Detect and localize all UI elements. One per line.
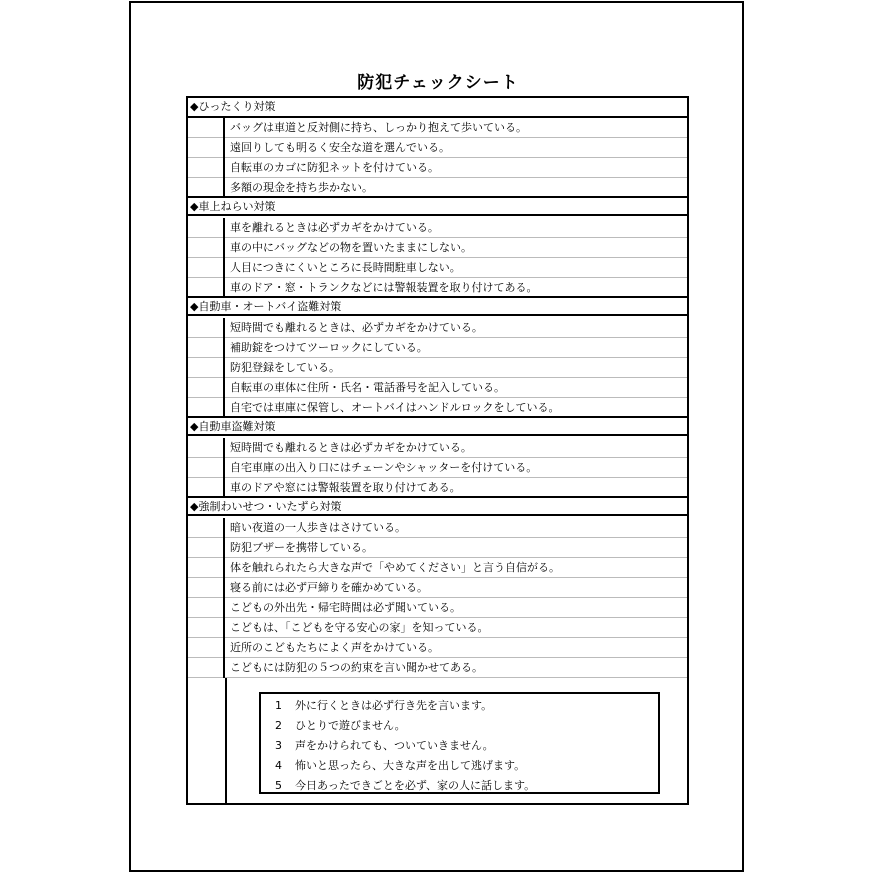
promise-number: 1 [275,699,282,712]
check-box-cell[interactable] [188,478,225,498]
checklist-item-text: 多額の現金を持ち歩かない。 [230,181,373,194]
check-box-cell[interactable] [188,158,225,178]
checklist-row [188,458,687,478]
check-box-cell[interactable] [188,458,225,478]
section-header [188,496,687,516]
check-box-cell[interactable] [188,118,225,138]
check-box-cell[interactable] [188,538,225,558]
checklist-row [188,358,687,378]
checklist-item-text: 車の中にバッグなどの物を置いたままにしない。 [230,241,472,254]
checklist-row [188,598,687,618]
promise-item [275,779,535,793]
checklist-item-text: 防犯ブザーを携帯している。 [230,541,373,554]
checklist-item-text: 短時間でも離れるときは、必ずカギをかけている。 [230,321,483,334]
check-box-cell[interactable] [188,658,225,678]
checklist-item-text: 体を触れられたら大きな声で「やめてください」と言う自信がる。 [230,561,560,574]
checklist-row [188,338,687,358]
checklist-table [186,96,689,805]
check-column-divider [225,678,227,803]
checklist-item-text: 自転車のカゴに防犯ネットを付けている。 [230,161,439,174]
checklist-row [188,158,687,178]
promise-item [275,739,494,753]
checklist-item-text: こどもには防犯の５つの約束を言い聞かせてある。 [230,661,483,674]
promise-number: 4 [275,759,282,772]
checklist-item-text: 自宅では車庫に保管し、オートバイはハンドルロックをしている。 [230,401,560,414]
promise-text: 外に行くときは必ず行き先を言います。 [295,699,493,712]
checklist-row [188,218,687,238]
check-box-cell[interactable] [188,378,225,398]
checklist-row [188,138,687,158]
section-header [188,196,687,216]
check-box-cell[interactable] [188,338,225,358]
checklist-row [188,638,687,658]
check-box-cell[interactable] [188,258,225,278]
checklist-row [188,658,687,678]
check-box-cell[interactable] [188,558,225,578]
checklist-item-text: 人目につきにくいところに長時間駐車しない。 [230,261,461,274]
promise-number: 5 [275,779,282,792]
check-box-cell[interactable] [188,178,225,198]
checklist-row [188,478,687,498]
checklist-item-text: 遠回りしても明るく安全な道を選んでいる。 [230,141,450,154]
checklist-row [188,258,687,278]
promise-item [275,719,406,733]
check-box-cell[interactable] [188,318,225,338]
check-box-cell[interactable] [188,238,225,258]
checklist-row [188,538,687,558]
checklist-row [188,398,687,418]
section-heading: ◆強制わいせつ・いたずら対策 [190,500,342,513]
checklist-item-text: こどもの外出先・帰宅時間は必ず聞いている。 [230,601,461,614]
checklist-row [188,518,687,538]
checklist-item-text: 自転車の車体に住所・氏名・電話番号を記入している。 [230,381,505,394]
promise-number: 2 [275,719,282,732]
checklist-item-text: 暗い夜道の一人歩きはさけている。 [230,521,406,534]
section-heading: ◆自動車盗難対策 [190,420,276,433]
checklist-item-text: バッグは車道と反対側に持ち、しっかり抱えて歩いている。 [230,121,527,134]
checklist-row [188,378,687,398]
section-heading: ◆自動車・オートバイ盗難対策 [190,300,342,313]
check-box-cell[interactable] [188,578,225,598]
checklist-item-text: 短時間でも離れるときは必ずカギをかけている。 [230,441,472,454]
checklist-row [188,618,687,638]
check-box-cell[interactable] [188,598,225,618]
section-heading: ◆ひったくり対策 [190,100,276,113]
check-box-cell[interactable] [188,638,225,658]
checklist-item-text: 補助錠をつけてツーロックにしている。 [230,341,428,354]
section-header [188,296,687,316]
promise-item [275,699,492,713]
checklist-row [188,558,687,578]
check-box-cell[interactable] [188,278,225,298]
checklist-item-text: 防犯登録をしている。 [230,361,340,374]
check-box-cell[interactable] [188,438,225,458]
check-box-cell[interactable] [188,358,225,378]
checklist-item-text: 自宅車庫の出入り口にはチェーンやシャッターを付けている。 [230,461,538,474]
check-box-cell[interactable] [188,518,225,538]
check-box-cell[interactable] [188,398,225,418]
checklist-item-text: 近所のこどもたちによく声をかけている。 [230,641,439,654]
promise-text: 怖いと思ったら、大きな声を出して逃げます。 [295,759,526,772]
promise-number: 3 [275,739,282,752]
promise-text: ひとりで遊びません。 [295,719,406,732]
check-box-cell[interactable] [188,618,225,638]
promise-text: 声をかけられても、ついていきません。 [295,739,494,752]
checklist-item-text: 車を離れるときは必ずカギをかけている。 [230,221,439,234]
promise-text: 今日あったできごとを必ず、家の人に話します。 [295,779,536,792]
checklist-row [188,438,687,458]
checklist-row [188,118,687,138]
checklist-row [188,278,687,298]
checklist-item-text: 寝る前には必ず戸締りを確かめている。 [230,581,428,594]
check-box-cell[interactable] [188,218,225,238]
promise-item [275,759,525,773]
checklist-item-text: こどもは、「こどもを守る安心の家」を知っている。 [230,621,489,634]
section-header [188,416,687,436]
checklist-row [188,318,687,338]
five-promises-box [259,692,660,794]
page-title: 防犯チェックシート [357,73,519,93]
checklist-item-text: 車のドアや窓には警報装置を取り付けてある。 [230,481,461,494]
section-heading: ◆車上ねらい対策 [190,200,276,213]
check-box-cell[interactable] [188,138,225,158]
section-header [188,98,687,118]
checklist-row [188,578,687,598]
checklist-item-text: 車のドア・窓・トランクなどには警報装置を取り付けてある。 [230,281,538,294]
checklist-row [188,178,687,198]
checklist-row [188,238,687,258]
